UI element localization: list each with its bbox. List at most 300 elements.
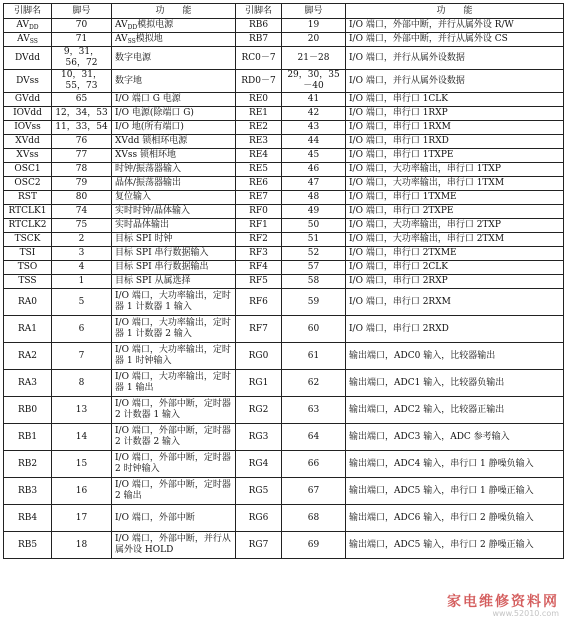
pin-function: I/O 端口，外部中断，并行从属外设 HOLD [115,534,231,555]
pin-function: AV [115,20,128,30]
pin-number-right: 49 [307,206,320,216]
pin-function-right: I/O 端口，大功率输出，串行口 1TXP [349,164,501,174]
pin-function-right: I/O 端口，并行从属外设数据 [349,75,465,86]
pin-function-cell-right [346,505,564,532]
pin-number-cell [52,451,112,478]
pin-number-cell-right [282,316,346,343]
pin-number: 71 [75,34,88,44]
pin-name-cell-right [236,135,282,149]
pin-number-right: 64 [307,431,320,442]
pin-function-right: I/O 端口，串行口 1TXME [349,192,457,202]
pin-function-right: I/O 端口，串行口 2TXPE [349,206,454,216]
pin-function-cell [112,478,236,505]
pin-function: 复位输入 [115,192,152,202]
pin-name-cell-right [236,121,282,135]
pin-number-cell [52,233,112,247]
pin-function-cell [112,33,236,47]
pin-name: TSI [19,248,36,258]
table-row [4,47,564,70]
pin-name: RB1 [17,431,38,442]
pin-number-cell [52,149,112,163]
pin-name-cell-right [236,478,282,505]
pin-name-right: RG5 [248,485,269,496]
pin-number-right: 59 [307,296,320,307]
pin-function-right: I/O 端口，大功率输出，串行口 2TXP [349,220,501,230]
pin-name-cell-right [236,343,282,370]
pin-name-cell [4,163,52,177]
pin-function-cell-right [346,191,564,205]
pin-number-right: 63 [307,404,320,415]
pin-function-right: I/O 端口，大功率输出，串行口 2TXM [349,234,505,244]
pin-name-cell-right [236,370,282,397]
pin-name-right: RE0 [248,94,269,104]
pin-name-cell-right [236,93,282,107]
pin-name: OSC2 [14,178,41,188]
pin-number-right: 66 [307,458,320,469]
pin-function-right: 输出端口，ADC1 输入，比较器负输出 [349,377,505,388]
pin-name: TSO [17,262,38,272]
pin-name: DVdd [14,52,41,63]
pin-function-cell [112,191,236,205]
pin-name-right: RF2 [249,234,268,244]
pin-number-cell [52,205,112,219]
pin-name-cell-right [236,316,282,343]
pin-function: 目标 SPI 串行数据输入 [115,248,209,258]
pin-number: 13 [75,404,88,415]
pin-function-cell [112,121,236,135]
pin-name-cell-right [236,451,282,478]
pin-number-cell [52,219,112,233]
pin-function: XVdd 锁相环电源 [115,136,188,146]
watermark-url: www.52010.com [492,609,559,618]
pin-name-cell-right [236,424,282,451]
table-row [4,316,564,343]
pin-name-cell [4,532,52,559]
table-row [4,451,564,478]
pin-function-right: 输出端口，ADC6 输入，串行口 2 静噪负输入 [349,512,534,523]
pin-function-cell-right [346,316,564,343]
pin-function-right: I/O 端口，串行口 2TXME [349,248,457,258]
pin-function-cell-right [346,121,564,135]
pin-number-cell [52,93,112,107]
header-pin-number-right: 脚号 [282,4,346,19]
pin-number-cell [52,343,112,370]
pin-function-right: I/O 端口，串行口 1RXD [349,136,449,146]
header-pin-name-right: 引脚名 [236,4,282,19]
pin-function: I/O 端口，大功率输出，定时器 1 时钟输入 [115,345,231,366]
pin-name-right: RB6 [248,20,269,30]
pin-name-cell-right [236,177,282,191]
pin-function-right: 输出端口，ADC0 输入，比较器输出 [349,350,496,361]
pin-number-cell-right [282,247,346,261]
table-body [4,19,564,559]
pin-number-right: 57 [307,262,320,272]
pin-number-cell-right [282,107,346,121]
pin-name-right: RF5 [249,276,268,286]
pin-number-cell [52,370,112,397]
pin-function-cell-right [346,275,564,289]
pin-name-right: RF0 [249,206,268,216]
pin-function-cell-right [346,70,564,93]
table-row [4,70,564,93]
pin-name-cell [4,505,52,532]
pin-function-cell [112,451,236,478]
pin-function-cell [112,70,236,93]
pin-function-cell [112,219,236,233]
pin-function-cell-right [346,205,564,219]
table-row [4,370,564,397]
pin-name-right: RB7 [248,34,269,44]
pin-number: 74 [75,206,88,216]
pin-number-cell [52,191,112,205]
pin-number-cell-right [282,33,346,47]
pin-number: 6 [78,323,85,334]
pin-name-right: RE7 [248,192,269,202]
pin-number-cell [52,316,112,343]
pin-number-right: 48 [307,192,320,202]
pin-number-cell-right [282,163,346,177]
pin-name-cell-right [236,47,282,70]
pin-number-cell [52,505,112,532]
table-row [4,247,564,261]
pin-name-right: RE5 [248,164,269,174]
table-row [4,93,564,107]
table-row [4,424,564,451]
pin-name: RB3 [17,485,38,496]
pin-number: 18 [75,539,88,550]
pin-name-right: RE4 [248,150,269,160]
pin-name-cell-right [236,275,282,289]
pin-function-cell-right [346,177,564,191]
table-row [4,505,564,532]
pin-number-right: 60 [307,323,320,334]
pin-name: AV [16,20,29,30]
pin-name: RA0 [17,296,37,307]
pin-function: 目标 SPI 串行数据输出 [115,262,209,272]
table-row [4,191,564,205]
pin-function-cell-right [346,424,564,451]
pin-name-cell [4,47,52,70]
pin-name-cell [4,33,52,47]
pin-function: AV [115,34,128,44]
pin-name: XVdd [15,136,40,146]
pin-number-right: 46 [307,164,320,174]
pin-function-cell [112,275,236,289]
pin-number-right: 52 [307,248,320,258]
pin-number: 11，33，54 [55,122,108,132]
pin-function-cell-right [346,19,564,33]
pin-function: 数字地 [115,75,143,86]
pin-function-cell-right [346,149,564,163]
pin-name-right: RF3 [249,248,268,258]
pin-function-cell-right [346,135,564,149]
pin-function: I/O 端口，大功率输出，定时器 1 计数器 2 输入 [115,318,231,339]
pin-function-right: I/O 端口，外部中断，并行从属外设 CS [349,34,508,44]
pin-function-right: I/O 端口，串行口 1RXM [349,122,451,132]
pin-name: TSCK [14,234,41,244]
pin-number-cell-right [282,370,346,397]
pin-name-cell [4,233,52,247]
pin-name-right: RF7 [249,323,268,334]
pin-number: 1 [78,276,85,286]
pin-name-right: RG4 [248,458,269,469]
pin-function-cell [112,135,236,149]
pin-name: TSS [18,276,37,286]
pin-number-cell [52,532,112,559]
pin-function-right: 输出端口，ADC5 输入，串行口 2 静噪正输入 [349,539,534,550]
pin-name-right: RG7 [248,539,269,550]
pin-number-cell [52,121,112,135]
pin-number-cell-right [282,397,346,424]
table-row [4,135,564,149]
pin-number-cell-right [282,275,346,289]
pin-function-subscript: DD [127,24,138,31]
pin-name: IOVss [14,122,41,132]
pin-number: 8 [78,377,85,388]
pin-number-right: 21－28 [297,52,330,63]
pin-number: 5 [78,296,85,307]
table-row [4,107,564,121]
pin-name-right: RE1 [248,108,269,118]
pin-number-cell-right [282,233,346,247]
pin-number-cell [52,478,112,505]
pin-name-cell [4,19,52,33]
pin-name-subscript: SS [29,38,38,45]
pin-name-cell [4,205,52,219]
pin-function-right: 输出端口，ADC3 输入，ADC 参考输入 [349,431,510,442]
pin-number: 17 [75,512,88,523]
pin-name-cell-right [236,233,282,247]
pin-name-cell [4,275,52,289]
pin-number-cell-right [282,19,346,33]
pin-name-cell-right [236,247,282,261]
table-row [4,149,564,163]
header-pin-number: 脚号 [52,4,112,19]
pin-function-cell-right [346,370,564,397]
pin-name-cell-right [236,289,282,316]
pin-name: RA3 [17,377,37,388]
pin-function-text: 模拟地 [135,34,163,44]
pin-name-cell-right [236,397,282,424]
pin-name: RB2 [17,458,38,469]
pin-number-cell-right [282,343,346,370]
pin-function-cell [112,532,236,559]
pin-function-cell [112,233,236,247]
pin-name-cell-right [236,219,282,233]
pin-number-cell-right [282,47,346,70]
pin-function-cell-right [346,261,564,275]
pin-name-cell [4,247,52,261]
header-function: 功 能 [112,4,236,19]
pin-function-cell-right [346,289,564,316]
pin-function-right: I/O 端口，串行口 2RXD [349,323,449,334]
table-row [4,33,564,47]
pin-name-cell-right [236,261,282,275]
pin-number-right: 20 [307,34,320,44]
pin-name-subscript: DD [28,24,39,31]
pin-name-cell-right [236,163,282,177]
pin-function: 实时晶体输出 [115,220,170,230]
pin-function-cell-right [346,107,564,121]
pin-function-table [3,3,564,559]
pin-function-cell-right [346,233,564,247]
pin-number-right: 61 [307,350,320,361]
pin-name-cell-right [236,205,282,219]
watermark [447,594,559,619]
pin-number-right: 47 [307,178,320,188]
pin-function-cell [112,247,236,261]
pin-number: 75 [75,220,88,230]
pin-name: IOVdd [13,108,42,118]
pin-number-cell-right [282,451,346,478]
pin-number-cell-right [282,135,346,149]
table-row [4,177,564,191]
pin-number: 10，31，55，73 [61,70,102,91]
pin-number-cell-right [282,532,346,559]
pin-function-cell [112,93,236,107]
pin-function-cell [112,505,236,532]
pin-number-cell [52,397,112,424]
pin-name-cell [4,316,52,343]
pin-name-cell [4,451,52,478]
pin-function-cell-right [346,532,564,559]
table-row [4,19,564,33]
pin-number: 79 [75,178,88,188]
pin-number-right: 67 [307,485,320,496]
pin-name: AV [17,34,30,44]
pin-function-right: 输出端口，ADC5 输入，串行口 1 静噪正输入 [349,485,534,496]
pin-number-cell-right [282,191,346,205]
pin-name-cell [4,397,52,424]
pin-function-cell [112,205,236,219]
pin-name: RTCLK2 [8,220,47,230]
pin-function-right: I/O 端口，串行口 1RXP [349,108,448,118]
pin-function-cell-right [346,397,564,424]
pin-number-right: 58 [307,276,320,286]
pin-name-cell-right [236,191,282,205]
pin-name: RTCLK1 [8,206,47,216]
pin-name-right: RG2 [248,404,269,415]
pin-name-cell-right [236,505,282,532]
pin-function-cell-right [346,247,564,261]
pin-number-right: 62 [307,377,320,388]
pin-number-right: 29，30，35－40 [287,70,340,91]
table-row [4,289,564,316]
pin-function-right: I/O 端口，大功率输出，串行口 1TXM [349,178,505,188]
pin-name-cell [4,135,52,149]
pin-function-cell-right [346,47,564,70]
pin-name-right: RG0 [248,350,269,361]
table-row [4,205,564,219]
pin-number: 2 [78,234,85,244]
pin-name-cell [4,70,52,93]
pin-number-cell [52,163,112,177]
pin-number-cell-right [282,205,346,219]
pin-function-right: I/O 端口，串行口 1TXPE [349,150,454,160]
pin-function-cell [112,397,236,424]
pin-name-cell [4,289,52,316]
table-row [4,532,564,559]
pin-name: RB0 [17,404,38,415]
pin-number-cell-right [282,177,346,191]
pin-name: RB5 [17,539,38,550]
pin-function-cell [112,261,236,275]
pin-number: 78 [75,164,88,174]
pin-name: RA2 [17,350,37,361]
pin-function: 晶体/振荡器输出 [115,178,182,188]
pin-number-cell [52,177,112,191]
pin-name-cell [4,424,52,451]
pin-number-cell [52,33,112,47]
table-row [4,121,564,135]
watermark-title: 家电维修资料网 [447,594,559,610]
pin-number-cell-right [282,93,346,107]
pin-name-cell [4,370,52,397]
pin-name-cell [4,343,52,370]
pin-number-cell [52,70,112,93]
pin-number-cell-right [282,478,346,505]
pin-number-cell [52,424,112,451]
pin-number-right: 42 [307,108,320,118]
pin-name: DVss [16,75,39,86]
pin-number-cell [52,275,112,289]
pin-name-cell [4,219,52,233]
pin-number: 15 [75,458,88,469]
pin-function-right: I/O 端口，串行口 1CLK [349,94,449,104]
pin-name-cell [4,107,52,121]
pin-function-right: 输出端口，ADC2 输入，比较器正输出 [349,404,505,415]
pin-function-cell-right [346,163,564,177]
pin-function: I/O 端口 G 电源 [115,94,181,104]
table-row [4,233,564,247]
table-row [4,219,564,233]
pin-name: GVdd [14,94,41,104]
pin-function-right: 输出端口，ADC4 输入，串行口 1 静噪负输入 [349,458,534,469]
pin-number-cell-right [282,505,346,532]
pin-function: I/O 地(所有端口) [115,122,184,132]
pin-function-cell [112,177,236,191]
pin-name-right: RE6 [248,178,269,188]
header-pin-name: 引脚名 [4,4,52,19]
pin-function-right: I/O 端口，串行口 2RXP [349,276,448,286]
pin-name-cell-right [236,70,282,93]
pin-number-right: 43 [307,122,320,132]
pin-function-subscript: SS [127,38,136,45]
pin-function-cell-right [346,219,564,233]
pin-function-cell [112,424,236,451]
pin-function-cell [112,19,236,33]
pin-number-right: 51 [307,234,320,244]
pin-function: 时钟/振荡器输入 [115,164,182,174]
pin-function-text: 模拟电源 [137,20,174,30]
pin-number: 12，34，53 [55,108,108,118]
pin-function-cell-right [346,478,564,505]
header-function-right: 功 能 [346,4,564,19]
pin-function-right: I/O 端口，串行口 2RXM [349,296,451,307]
pin-function-cell [112,149,236,163]
pin-number-cell-right [282,261,346,275]
pin-function-right: I/O 端口，外部中断，并行从属外设 R/W [349,20,514,30]
pin-name-right: RG6 [248,512,269,523]
pin-number: 65 [75,94,88,104]
pin-number-right: 50 [307,220,320,230]
pin-number-cell-right [282,289,346,316]
pin-number: 14 [75,431,88,442]
table-row [4,163,564,177]
pin-name-cell-right [236,107,282,121]
pin-number-cell-right [282,149,346,163]
pin-number-cell [52,247,112,261]
